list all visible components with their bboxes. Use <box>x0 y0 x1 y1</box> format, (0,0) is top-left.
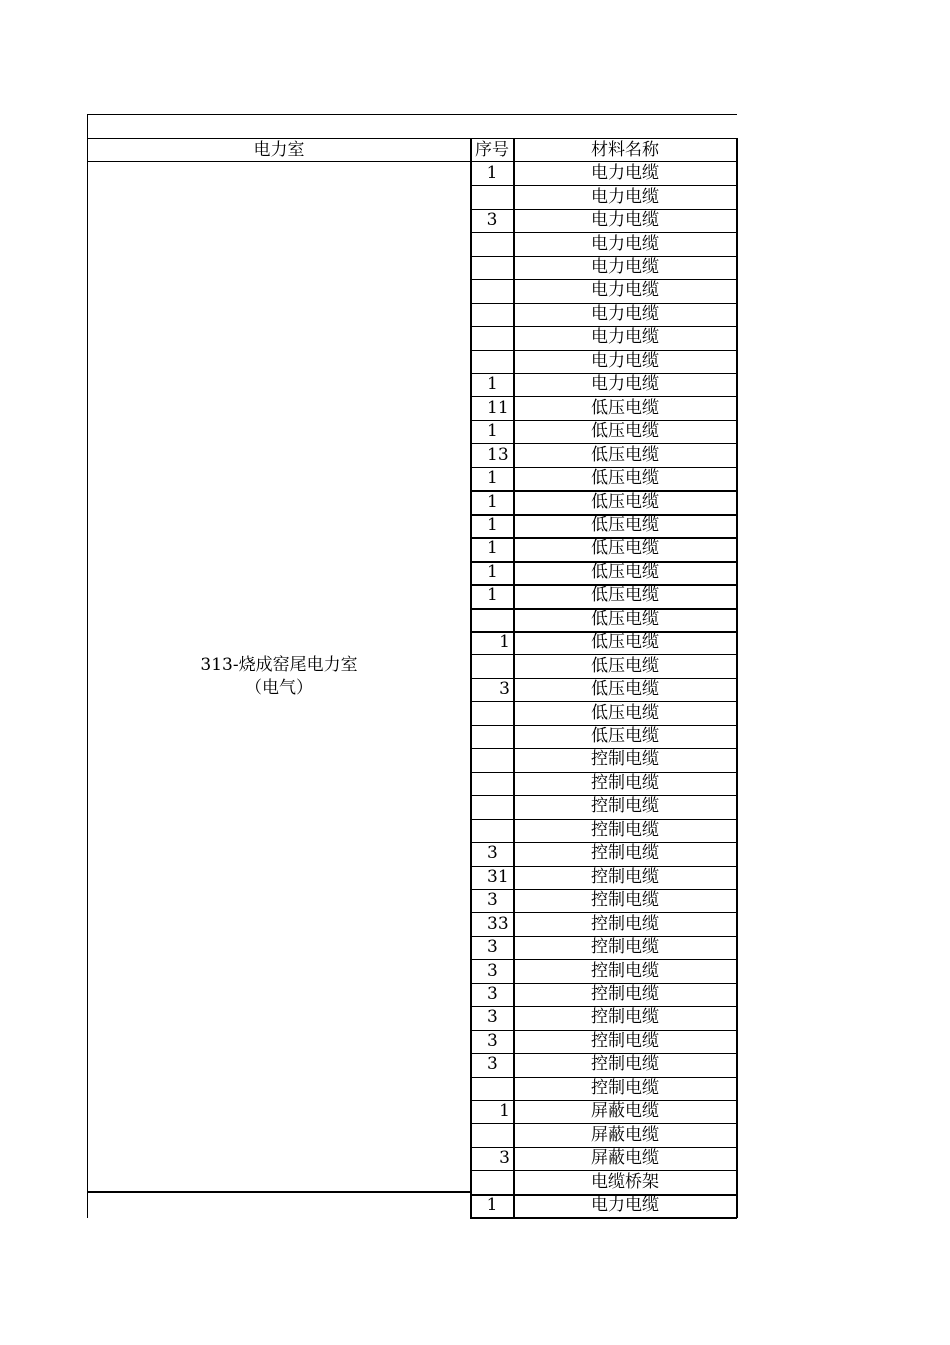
row-seq: 1 <box>487 514 498 535</box>
row-seq <box>471 701 513 724</box>
row-material-name: 低压电缆 <box>591 655 659 676</box>
row-material-name: 低压电缆 <box>591 561 659 582</box>
row-seq <box>471 772 513 795</box>
row-material-name: 控制电缆 <box>591 960 659 981</box>
row-material-name: 低压电缆 <box>591 585 659 606</box>
row-seq: 11 <box>487 397 509 418</box>
row-material-name: 电力电缆 <box>591 186 659 207</box>
row-material-name: 低压电缆 <box>591 702 659 723</box>
row-material-name: 电缆桥架 <box>591 1171 659 1192</box>
row-seq <box>471 748 513 771</box>
row-material-name: 低压电缆 <box>591 514 659 535</box>
row-seq: 1 <box>499 1101 510 1122</box>
row-material-name: 电力电缆 <box>591 210 659 231</box>
row-seq: 33 <box>487 913 509 934</box>
row-material-name: 低压电缆 <box>591 491 659 512</box>
col-border-left <box>87 114 88 1218</box>
col-border-right <box>736 138 738 1218</box>
group-room-name: 313-烧成窑尾电力室 <box>200 654 358 675</box>
row-material-name: 低压电缆 <box>591 679 659 700</box>
row-seq: 3 <box>487 983 498 1004</box>
row-material-name: 低压电缆 <box>591 421 659 442</box>
row-material-name: 低压电缆 <box>591 726 659 747</box>
group-room-note: （电气） <box>245 677 313 698</box>
row-material-name: 电力电缆 <box>591 303 659 324</box>
row-seq: 1 <box>487 538 498 559</box>
row-material-name: 控制电缆 <box>591 1007 659 1028</box>
row-seq <box>471 1170 513 1193</box>
row-seq: 3 <box>486 210 498 231</box>
header-seq: 序号 <box>475 139 509 160</box>
row-seq <box>471 303 513 326</box>
row-seq: 1 <box>487 561 498 582</box>
row-seq: 31 <box>487 866 509 887</box>
row-material-name: 屏蔽电缆 <box>591 1148 659 1169</box>
row-material-name: 控制电缆 <box>591 866 659 887</box>
row-material-name: 低压电缆 <box>591 468 659 489</box>
row-seq <box>471 654 513 677</box>
row-material-name: 控制电缆 <box>591 983 659 1004</box>
row-seq <box>471 819 513 842</box>
title-top-border <box>87 114 737 115</box>
row-seq: 1 <box>487 491 498 512</box>
row-seq <box>471 279 513 302</box>
row-seq: 1 <box>499 632 510 653</box>
row-seq: 1 <box>487 421 498 442</box>
row-seq: 3 <box>487 960 498 981</box>
row-material-name: 电力电缆 <box>591 257 659 278</box>
row-seq <box>471 795 513 818</box>
group-room-cell <box>88 162 470 1191</box>
row-material-name: 控制电缆 <box>591 937 659 958</box>
row-seq <box>471 350 513 373</box>
row-material-name: 电力电缆 <box>591 280 659 301</box>
header-material: 材料名称 <box>591 139 659 160</box>
row-seq: 1 <box>487 585 498 606</box>
row-material-name: 电力电缆 <box>591 374 659 395</box>
row-seq <box>471 232 513 255</box>
row-material-name: 电力电缆 <box>591 163 659 184</box>
row-seq: 3 <box>487 890 498 911</box>
row-seq: 1 <box>486 1195 498 1216</box>
row-seq <box>471 1077 513 1100</box>
row-material-name: 电力电缆 <box>591 327 659 348</box>
row-seq: 3 <box>487 843 498 864</box>
row-material-name: 低压电缆 <box>591 444 659 465</box>
col-border-seq-right <box>513 138 515 1218</box>
row-seq: 1 <box>487 374 498 395</box>
row-material-name: 屏蔽电缆 <box>591 1124 659 1145</box>
row-material-name: 低压电缆 <box>591 397 659 418</box>
row-material-name: 屏蔽电缆 <box>591 1101 659 1122</box>
row-seq: 3 <box>487 1054 498 1075</box>
row-seq: 3 <box>499 1148 510 1169</box>
row-material-name: 电力电缆 <box>591 350 659 371</box>
row-material-name: 控制电缆 <box>591 913 659 934</box>
row-seq: 1 <box>487 468 498 489</box>
row-seq <box>471 1123 513 1146</box>
row-seq <box>471 608 513 631</box>
row-material-name: 控制电缆 <box>591 890 659 911</box>
row-seq <box>471 326 513 349</box>
row-material-name: 控制电缆 <box>591 1030 659 1051</box>
row-material-name: 控制电缆 <box>591 1077 659 1098</box>
row-material-name: 控制电缆 <box>591 772 659 793</box>
row-seq: 3 <box>487 937 498 958</box>
row-material-name: 控制电缆 <box>591 1054 659 1075</box>
row-seq: 13 <box>487 444 509 465</box>
row-material-name: 低压电缆 <box>591 538 659 559</box>
row-material-name: 控制电缆 <box>591 796 659 817</box>
row-seq <box>471 256 513 279</box>
row-material-name: 低压电缆 <box>591 632 659 653</box>
row-seq <box>471 185 513 208</box>
row-border <box>470 1217 737 1219</box>
row-seq: 3 <box>487 1007 498 1028</box>
row-material-name: 低压电缆 <box>591 608 659 629</box>
row-material-name: 控制电缆 <box>591 819 659 840</box>
row-material-name: 电力电缆 <box>591 233 659 254</box>
header-room: 电力室 <box>253 139 305 160</box>
row-material-name: 电力电缆 <box>591 1195 659 1216</box>
row-seq: 1 <box>486 163 498 184</box>
row-material-name: 控制电缆 <box>591 843 659 864</box>
row-material-name: 控制电缆 <box>591 749 659 770</box>
group-bottom-border <box>87 1191 471 1193</box>
row-seq: 3 <box>487 1030 498 1051</box>
col-border-seq-left <box>470 138 472 1218</box>
row-seq <box>471 725 513 748</box>
row-seq: 3 <box>499 679 510 700</box>
